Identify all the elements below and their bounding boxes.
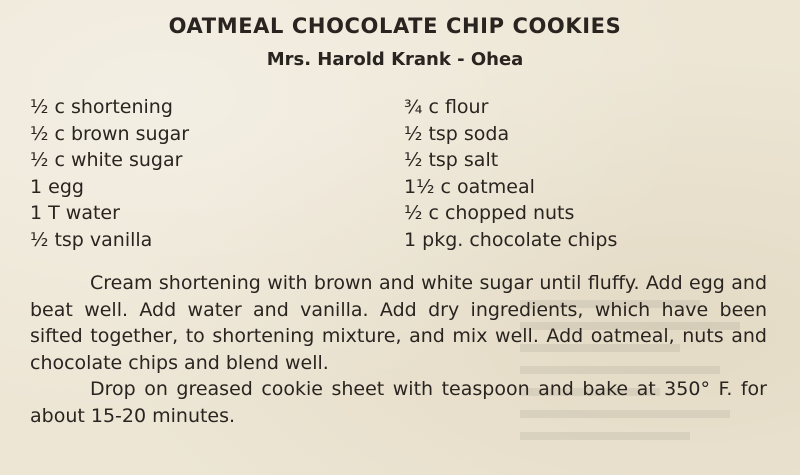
instruction-paragraph: Drop on greased cookie sheet with teaspoon and bake at 350° F. for about 15-20 minutes.	[30, 378, 767, 427]
ingredient-item: 1½ c oatmeal	[404, 175, 535, 198]
ingredient-item: ½ c chopped nuts	[404, 202, 575, 224]
ingredient-item: ½ c shortening	[30, 96, 173, 118]
ingredient-item: ½ c white sugar	[30, 149, 183, 171]
recipe-author: Mrs. Harold Krank - Ohea	[266, 49, 524, 70]
ingredients-right-column	[404, 94, 617, 253]
ingredients-left-column	[30, 94, 189, 253]
ingredient-item: ½ tsp salt	[404, 149, 499, 171]
ingredient-item: 1 egg	[30, 175, 84, 198]
ingredient-item: ½ tsp vanilla	[30, 228, 153, 251]
ingredient-item: 1 pkg. chocolate chips	[404, 228, 618, 251]
ingredient-item: ¾ c flour	[404, 96, 489, 118]
recipe-instructions	[30, 270, 767, 429]
instruction-paragraph: Cream shortening with brown and white sugar until fluffy. Add egg and beat well. Add water and vanilla. Add dry ingredients, which have been sifted together, to shortening mixture, and mix well. Add oatmeal, nuts and chocolate chips and blend well.	[30, 272, 767, 374]
recipe-title: OATMEAL CHOCOLATE CHIP COOKIES	[168, 14, 622, 38]
ingredient-item: ½ tsp soda	[404, 122, 510, 145]
ingredient-item: 1 T water	[30, 202, 120, 224]
ingredient-item: ½ c brown sugar	[30, 122, 190, 145]
